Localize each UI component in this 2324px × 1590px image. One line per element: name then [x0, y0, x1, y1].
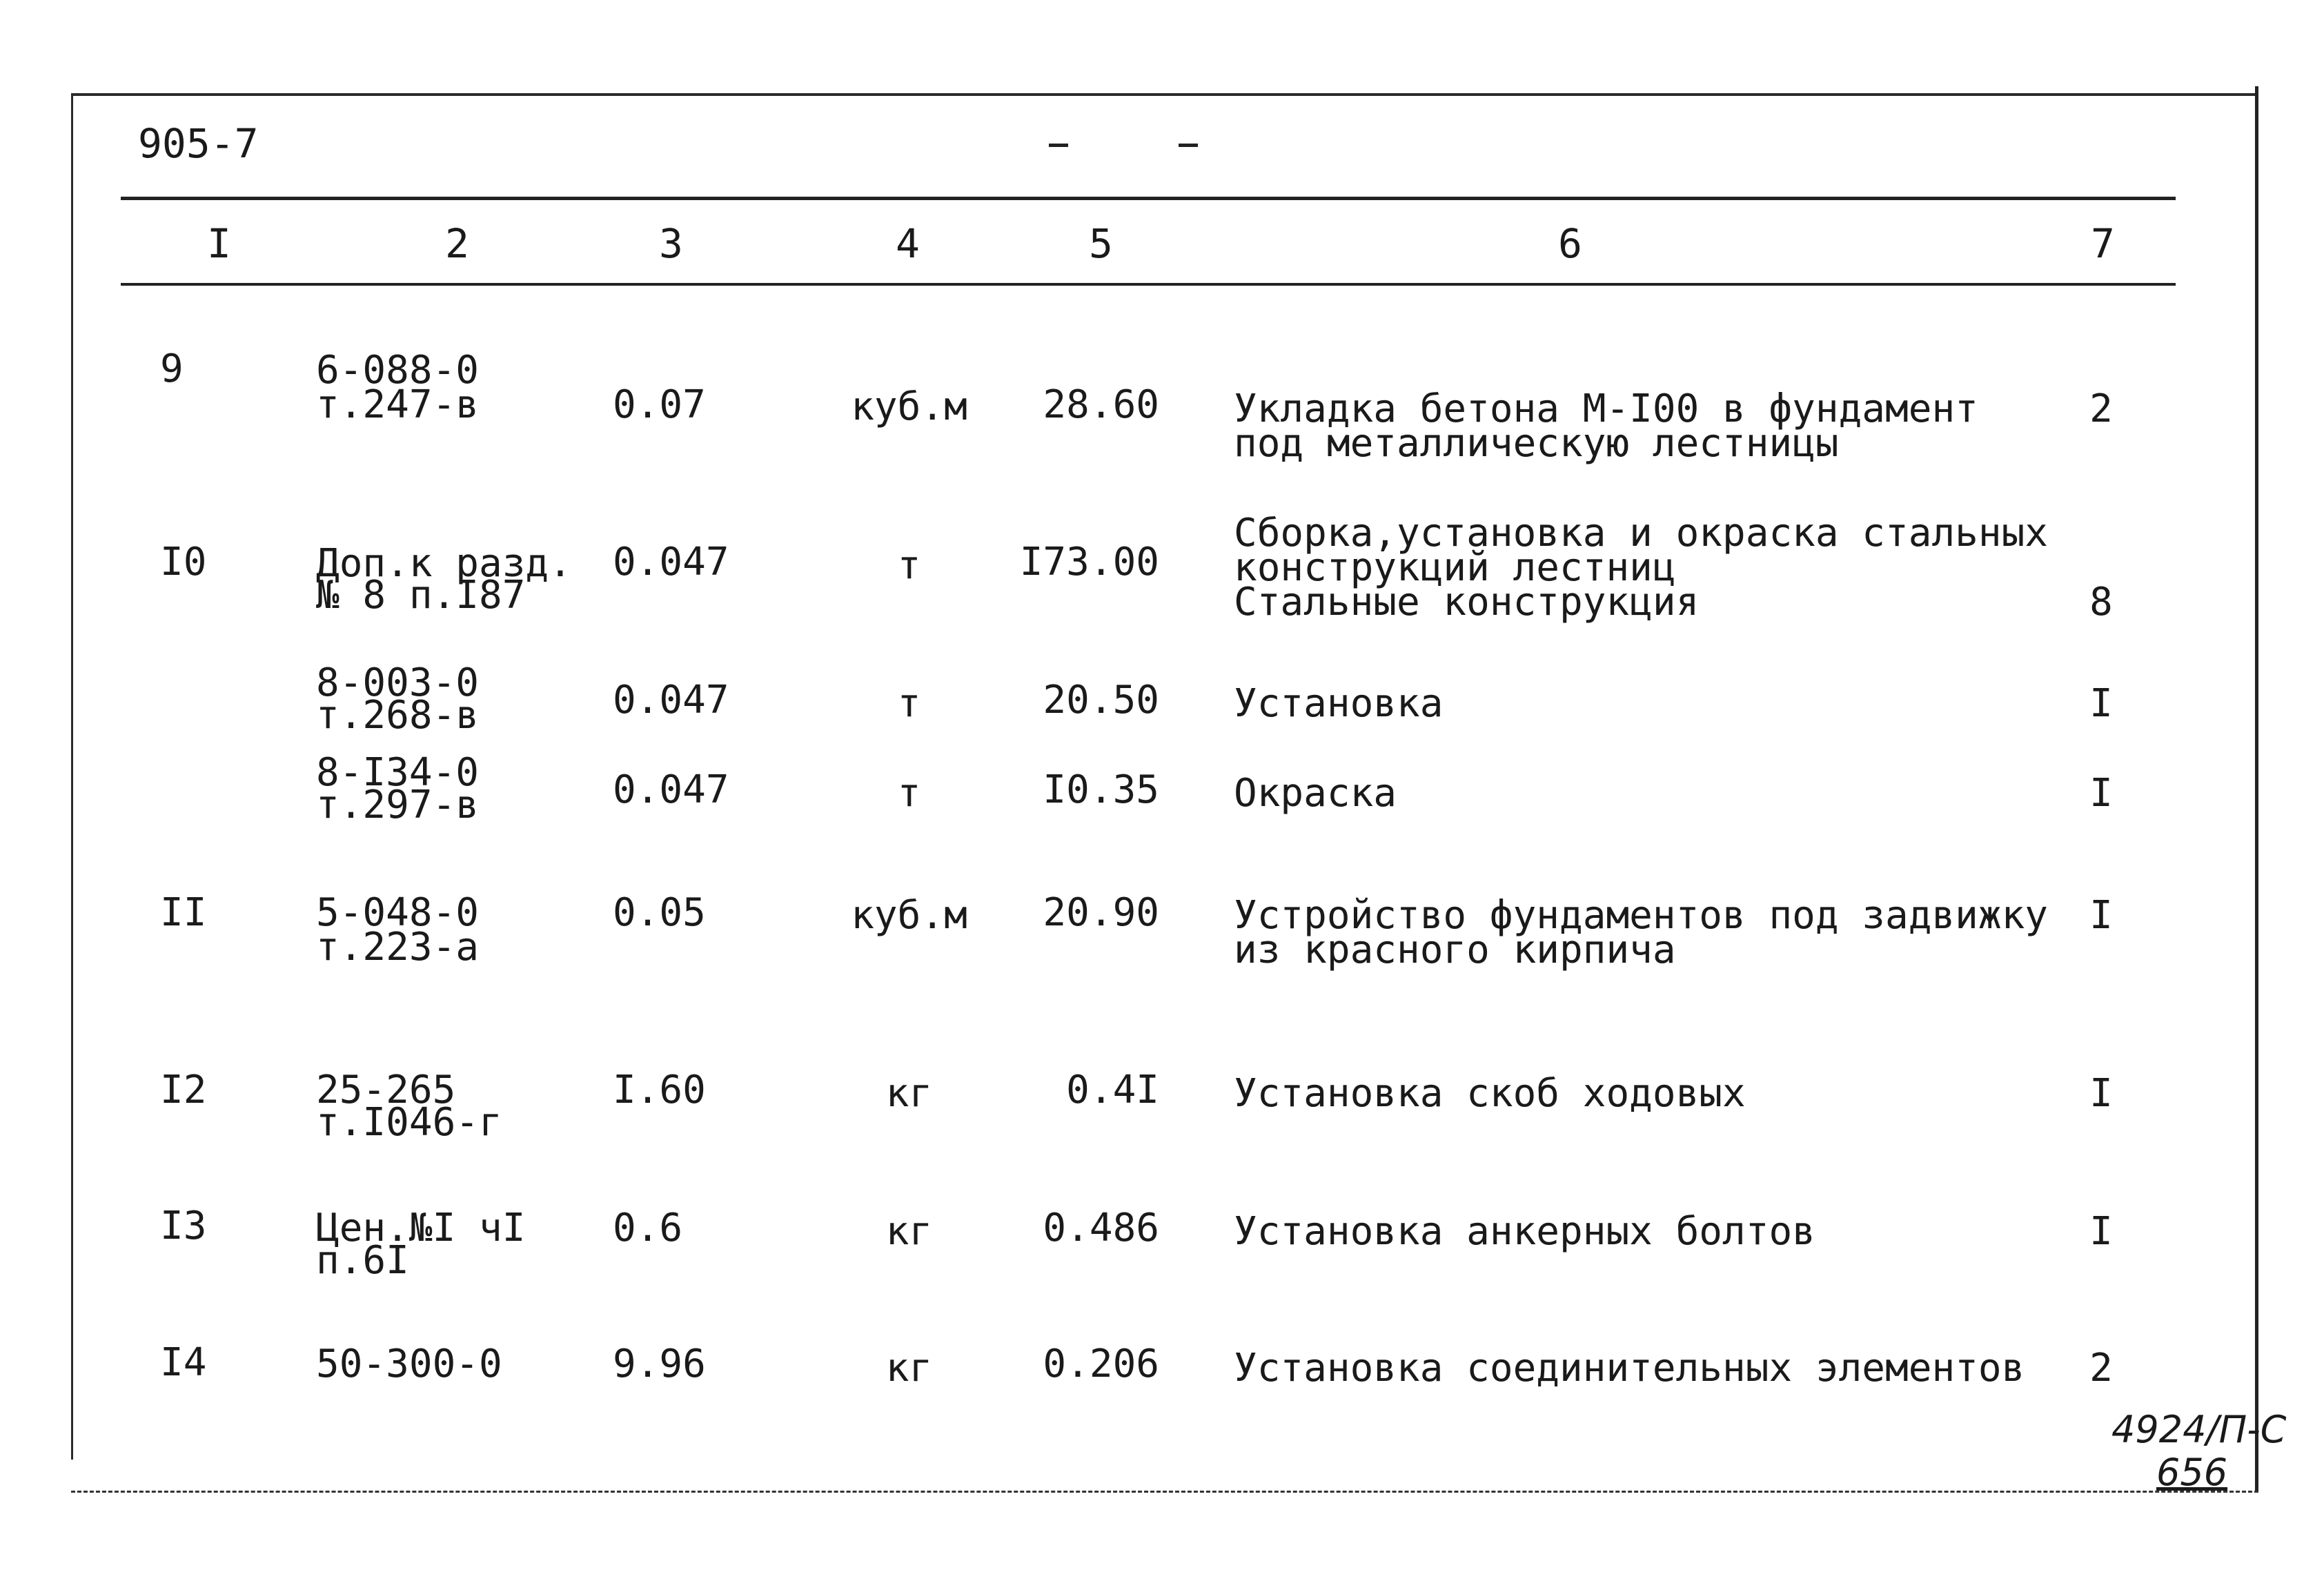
unit: кг	[885, 1209, 933, 1254]
unit-price: 0.206	[1043, 1342, 1159, 1386]
work-description-line: конструкций лестниц	[1234, 545, 1676, 590]
column-7-value: 8	[2089, 580, 2113, 625]
norm-code-line: п.6I	[316, 1238, 409, 1283]
norm-code-line: 50-300-0	[316, 1342, 502, 1386]
column-header-1: I	[207, 220, 231, 267]
unit-price: 28.60	[1043, 382, 1159, 427]
archive-stamp-code: 4924/П-С	[2111, 1408, 2287, 1451]
quantity: I.60	[613, 1068, 706, 1112]
quantity: 9.96	[613, 1342, 706, 1386]
work-description-line: Окраска	[1234, 771, 1397, 816]
norm-code-line: 5-048-0	[316, 890, 480, 935]
document-code: 905-7	[138, 120, 259, 167]
work-description-line: Укладка бетона М-I00 в фундамент	[1234, 386, 1978, 431]
quantity: 0.6	[613, 1206, 683, 1250]
quantity: 0.047	[613, 678, 729, 723]
row-number: I4	[160, 1340, 207, 1385]
work-description-line: Установка анкерных болтов	[1234, 1209, 1815, 1254]
norm-code-line: т.268-в	[316, 693, 480, 738]
frame-top-border	[71, 93, 2257, 96]
unit-price: I0.35	[1043, 767, 1159, 812]
unit: т	[897, 543, 921, 588]
column-7-value: 2	[2089, 1346, 2113, 1391]
frame-bottom-border	[71, 1491, 2258, 1493]
column-header-7: 7	[2091, 220, 2115, 267]
column-header-3: 3	[659, 220, 683, 267]
norm-code-line: 8-003-0	[316, 660, 480, 705]
unit: т	[897, 771, 921, 816]
work-description-line: Устройство фундаментов под задвижку	[1234, 893, 2049, 938]
row-number: II	[160, 890, 207, 935]
unit-price: I73.00	[1019, 540, 1159, 585]
norm-code-line: т.247-в	[316, 382, 480, 427]
column-header-5: 5	[1089, 220, 1113, 267]
row-number: I0	[160, 540, 207, 585]
row-number: I3	[160, 1204, 207, 1248]
norm-code-line: 6-088-0	[316, 348, 480, 393]
norm-code-line: 8-I34-0	[316, 750, 480, 795]
column-header-2: 2	[445, 220, 469, 267]
quantity: 0.047	[613, 540, 729, 585]
work-description-line: под металлическую лестницы	[1234, 421, 1839, 466]
norm-code-line: № 8 п.I87	[316, 573, 526, 618]
archive-stamp-page: 656	[2156, 1451, 2228, 1494]
frame-left-border	[71, 93, 73, 1460]
row-number: I2	[160, 1068, 207, 1112]
unit-price: 0.486	[1043, 1206, 1159, 1250]
unit: т	[897, 681, 921, 726]
norm-code-line: т.297-в	[316, 783, 480, 827]
unit-price: 20.90	[1043, 890, 1159, 935]
column-7-value: I	[2089, 771, 2113, 816]
quantity: 0.05	[613, 890, 706, 935]
norm-code-line: Цен.№I чI	[316, 1206, 526, 1250]
row-number: 9	[160, 346, 184, 391]
norm-code-line: т.I046-г	[316, 1100, 502, 1145]
work-description-line: Установка скоб ходовых	[1234, 1071, 1746, 1116]
column-header-6: 6	[1558, 220, 1582, 267]
work-description-line: Установка	[1234, 681, 1444, 726]
column-7-value: I	[2089, 1209, 2113, 1254]
unit-price: 0.4I	[1066, 1068, 1159, 1112]
column-7-value: 2	[2089, 386, 2113, 431]
unit: куб.м	[851, 384, 967, 429]
norm-code-line: Доп.к разд.	[316, 541, 572, 586]
work-description-line: Установка соединительных элементов	[1234, 1346, 2025, 1391]
header-top-rule	[121, 197, 2176, 200]
unit: кг	[885, 1346, 933, 1391]
quantity: 0.047	[613, 767, 729, 812]
column-header-4: 4	[896, 220, 920, 267]
column-7-value: I	[2089, 893, 2113, 938]
header-dash-mark	[1179, 144, 1198, 147]
column-7-value: I	[2089, 1071, 2113, 1116]
work-description-line: Сборка,установка и окраска стальных	[1234, 511, 2049, 556]
header-dash-mark	[1049, 144, 1068, 147]
unit: куб.м	[851, 893, 967, 938]
unit: кг	[885, 1071, 933, 1116]
norm-code-line: 25-265	[316, 1068, 456, 1112]
quantity: 0.07	[613, 382, 706, 427]
norm-code-line: т.223-а	[316, 925, 480, 970]
column-7-value: I	[2089, 681, 2113, 726]
work-description-line: из красного кирпича	[1234, 928, 1676, 972]
unit-price: 20.50	[1043, 678, 1159, 723]
work-description-line: Стальные конструкция	[1234, 580, 1700, 625]
header-bottom-rule	[121, 283, 2176, 286]
frame-right-border	[2255, 86, 2258, 1491]
